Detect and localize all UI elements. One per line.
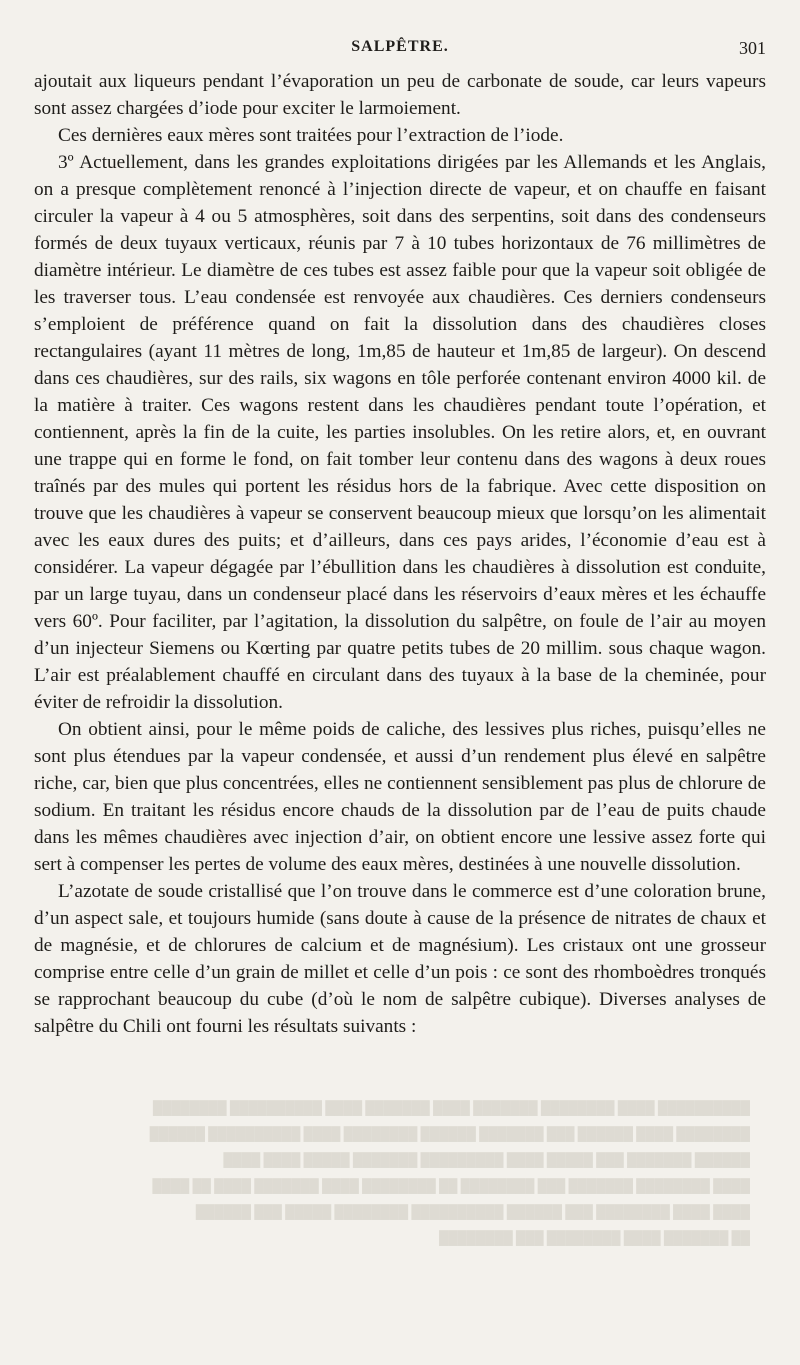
page-header [34, 38, 766, 62]
paragraph-sodium-nitrate: L’azotate de soude cristallisé que l’on trouve dans le commerce est d’une coloration brune, d’un aspect sale, et toujours humide (sans doute à cause de la présence de nitrates de chaux et de magnésie, et de chlorures de calcium et de magnésium). Les cristaux ont une grosseur comprise entre celle d’un grain de millet et celle d’un pois : ce sont des rhomboèdres tronqués se rapprochant beaucoup du cube (d’où le nom de salpêtre cubique). Diverses analyses de salpêtre du Chili ont fourni les résultats suivants : [34, 881, 766, 1037]
bleed-through-texture: ██████████ ████ ████████ ███████ ████ ███████ ████ ██████████ ████████ ████████ ████ ██████ ███ ███████ ██████ ████████ ████ ██████████ ██████ ██████ ███████ ███ █████ ████ █████████ ███████ █████ ████ ████ ████ ████████ ███████ ███ ████████ ██ ████████ ████ ███████ ████ ██ ████ ████ ████ ████████ ███ ██████ ██████████ ████████ █████ ███ ██████ ██ ███████ ████ ████████ ███ ████████ [149, 1100, 750, 1245]
paragraph-evaporation: ajoutait aux liqueurs pendant l’évaporation un peu de carbonate de soude, car leurs vapeurs sont assez chargées d’iode pour exciter le larmoiement. [34, 71, 766, 119]
page-number: 301 [739, 38, 766, 58]
paragraph-steam-heating: 3º Actuellement, dans les grandes exploitations dirigées par les Allemands et les Anglais, on a presque complètement renoncé à l’injection directe de vapeur, et on chauffe en faisant circuler la vapeur à 4 ou 5 atmosphères, soit dans des serpentins, soit dans des condenseurs formés de deux tuyaux verticaux, réunis par 7 à 10 tubes horizontaux de 76 millimètres de diamètre intérieur. Le diamètre de ces tubes est assez faible pour que la vapeur soit obligée de les traverser tous. L’eau condensée est renvoyée aux chaudières. Ces derniers condenseurs s’emploient de préférence quand on fait la dissolution dans des chaudières closes rectangulaires (ayant 11 mètres de long, 1m,85 de hauteur et 1m,85 de largeur). On descend dans ces chaudières, sur des rails, six wagons en tôle perforée contenant environ 4000 kil. de la matière à traiter. Ces wagons restent dans les chaudières pendant toute l’opération, et contiennent, après la fin de la cuite, les parties insolubles. On les retire alors, et, en ouvrant une trappe qui en forme le fond, on fait tomber leur contenu dans des wagons à deux roues traînés par des mules qui portent les résidus hors de la fabrique. Avec cette disposition on trouve que les chaudières à vapeur se conservent beaucoup mieux que lorsqu’on les alimentait avec les eaux dures des puits; et d’ailleurs, dans ces pays arides, l’économie d’eau est à considérer. La vapeur dégagée par l’ébullition dans les chaudières à dissolution est conduite, par un large tuyau, dans un condenseur placé dans les réservoirs d’eaux mères et les échauffe vers 60º. Pour faciliter, par l’agitation, la dissolution du salpêtre, on foule de l’air au moyen d’un injecteur Siemens ou Kœrting par quatre petits tubes de 20 millim. sous chaque wagon. L’air est préalablement chauffé en circulant dans des tuyaux à la base de la cheminée, pour éviter de refroidir la dissolution. [34, 152, 766, 713]
running-title: SALPÊTRE. [351, 38, 449, 55]
paragraph-iodine: Ces dernières eaux mères sont traitées pour l’extraction de l’iode. [58, 125, 564, 146]
body-text [34, 68, 766, 1040]
paragraph-richer-lyes: On obtient ainsi, pour le même poids de caliche, des lessives plus riches, puisqu’elles ne sont plus étendues par la vapeur condensée, et aussi d’un rendement plus élevé en salpêtre riche, car, bien que plus concentrées, elles ne contiennent sensiblement pas plus de chlorure de sodium. En traitant les résidus encore chauds de la dissolution par de l’eau de puits chaude dans les mêmes chaudières avec injection d’air, on obtient encore une lessive assez forte qui sert à compenser les pertes de volume des eaux mères, destinées à une nouvelle dissolution. [34, 719, 766, 875]
